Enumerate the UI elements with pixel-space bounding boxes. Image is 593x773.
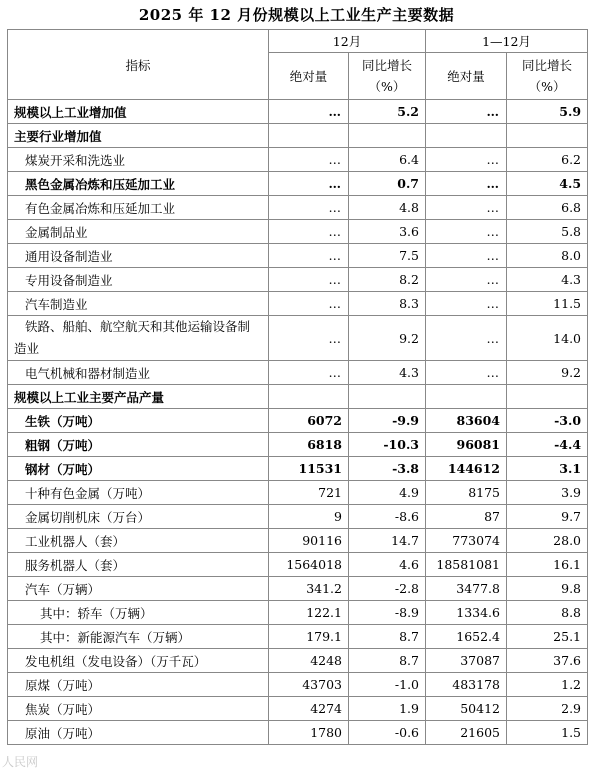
table-section-row: 主要行业增加值	[8, 124, 588, 148]
table-row: 电气机械和器材制造业 … 4.3 … 9.2	[8, 361, 588, 385]
table-row: 铁路、船舶、航空航天和其他运输设备制 造业 … 9.2 … 14.0	[8, 316, 588, 361]
header-month-yoy: 同比增长 （%）	[349, 53, 426, 100]
table-row: 通用设备制造业 … 7.5 … 8.0	[8, 244, 588, 268]
table-row: 其中：新能源汽车（万辆） 179.1 8.7 1652.4 25.1	[8, 625, 588, 649]
table-row: 煤炭开采和洗选业 … 6.4 … 6.2	[8, 148, 588, 172]
industrial-data-table	[7, 29, 588, 745]
table-section-row: 规模以上工业主要产品产量	[8, 385, 588, 409]
header-ytd-yoy: 同比增长 （%）	[507, 53, 588, 100]
table-row: 工业机器人（套） 90116 14.7 773074 28.0	[8, 529, 588, 553]
table-row: 规模以上工业增加值 … 5.2 … 5.9	[8, 100, 588, 124]
header-period-month: 12月	[269, 30, 426, 53]
header-period-ytd: 1—12月	[426, 30, 588, 53]
table-row: 有色金属冶炼和压延加工业 … 4.8 … 6.8	[8, 196, 588, 220]
table-row: 汽车制造业 … 8.3 … 11.5	[8, 292, 588, 316]
page-title: 2025 年 12 月份规模以上工业生产主要数据	[138, 6, 455, 24]
table-row: 焦炭（万吨） 4274 1.9 50412 2.9	[8, 697, 588, 721]
header-indicator: 指标	[8, 30, 269, 100]
table-row: 生铁（万吨） 6072 -9.9 83604 -3.0	[8, 409, 588, 433]
table-row: 专用设备制造业 … 8.2 … 4.3	[8, 268, 588, 292]
table-row: 粗钢（万吨） 6818 -10.3 96081 -4.4	[8, 433, 588, 457]
table-row: 其中：轿车（万辆） 122.1 -8.9 1334.6 8.8	[8, 601, 588, 625]
header-month-abs: 绝对量	[269, 53, 349, 100]
table-row: 汽车（万辆） 341.2 -2.8 3477.8 9.8	[8, 577, 588, 601]
table-row: 原煤（万吨） 43703 -1.0 483178 1.2	[8, 673, 588, 697]
watermark-logo: 人民网	[2, 755, 39, 769]
table-row: 金属制品业 … 3.6 … 5.8	[8, 220, 588, 244]
table-row: 十种有色金属（万吨） 721 4.9 8175 3.9	[8, 481, 588, 505]
table-row: 发电机组（发电设备）（万千瓦） 4248 8.7 37087 37.6	[8, 649, 588, 673]
header-ytd-abs: 绝对量	[426, 53, 507, 100]
table-row: 钢材（万吨） 11531 -3.8 144612 3.1	[8, 457, 588, 481]
table-row: 金属切削机床（万台） 9 -8.6 87 9.7	[8, 505, 588, 529]
table-row: 服务机器人（套） 1564018 4.6 18581081 16.1	[8, 553, 588, 577]
table-row: 黑色金属冶炼和压延加工业 … 0.7 … 4.5	[8, 172, 588, 196]
table-row: 原油（万吨） 1780 -0.6 21605 1.5	[8, 721, 588, 745]
